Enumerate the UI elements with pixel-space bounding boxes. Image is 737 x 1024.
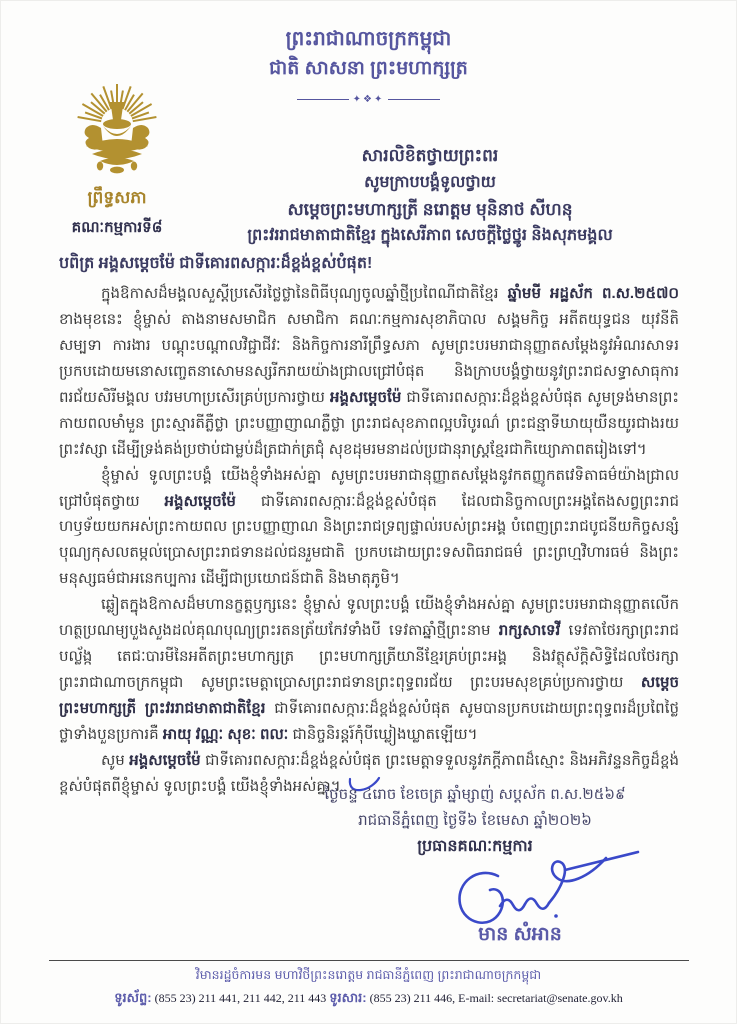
committee-number-label: គណៈកម្មការទី៨ (71, 219, 163, 236)
paragraph-text: ខាងមុខនេះ ខ្ញុំម្ចាស់ តាងនាមសមាជិក សមាជិកា គណៈកម្មការសុខាភិបាល សង្គមកិច្ច អតីតយុទ្ធជន យុវនីតិសម្បទា ការងារ បណ្ដុះបណ្ដាលវិជ្ជាជីវៈ និងកិច្ចការនារីព្រឹទ្ធសភា សូមព្រះបរមរាជានុញ្ញាតសម្ដែងនូវអំណរសាទរប្រកបដោយមនោសញ្ចេតនាសោមនស្សរីករាយយ៉ាងជ្រាលជ្រៅបំផុត និងក្រាបបង្គំថ្វាយនូវព្រះរាជសទ្ធាសាធុការពរជ័យសិរីមង្គល បវរមហាប្រសើរគ្រប់ប្រការថ្វាយ (59, 310, 679, 406)
paragraph-text: ជាទីគោរពសក្ការៈដ៏ខ្ពង់ខ្ពស់បំផុត ព្រះមេត្តាទទួលនូវភក្ដីភាពដ៏ស្មោះ និងអភិវន្ទនកិច្ចដ៏ខ្ពង់ខ្ពស់បំផុតពីខ្ញុំម្ចាស់ ទូលព្រះបង្គំ យើងខ្ញុំទាំងអស់គ្នា។ (59, 751, 679, 795)
letter-footer (0, 960, 737, 1009)
paragraph-text: ខ្ញុំម្ចាស់ ទូលព្រះបង្គំ យើងខ្ញុំទាំងអស់គ្នា សូមព្រះបរមរាជានុញ្ញាតសម្ដែងនូវកតញ្ញូកតវេទិតាធម៌យ៉ាងជ្រាលជ្រៅបំផុតថ្វាយ (59, 466, 679, 510)
nation-religion-king: ជាតិ សាសនា ព្រះមហាក្សត្រ (269, 58, 468, 79)
highlight-angel-name: រាក្សសាទេវី (498, 622, 561, 640)
paragraph-text: ជាទីគោរពសក្ការៈដ៏ខ្ពង់ខ្ពស់បំផុត សូមទ្រង់មានព្រះកាយពលមាំមួន ព្រះស្មារតីភ្លឺថ្លា ព្រះបញ្ញាញាណភ្លឺថ្លា ព្រះរាជសុខភាពល្អបរិបូរណ៌ ព្រះជន្មាទីឃាយុយឺនយូរជាងរយព្រះវស្សា ដើម្បីទ្រង់គង់ប្រថាប់ជាម្លប់ដ៏ត្រជាក់ត្រជុំ សុខដុមរមនាដល់ប្រជានុរាស្ត្រខ្មែរជាកិយ្យោភាពតរៀងទៅ។ (59, 388, 679, 458)
queen-name-line: សម្ដេចព្រះមហាក្សត្រី នរោត្ដម មុនិនាថ សីហនុ (287, 199, 573, 219)
telephone-label: ទូរស័ព្ទ: (114, 990, 152, 1005)
fax-number: (855 23) 211 446, (366, 991, 456, 1005)
telephone-numbers: (855 23) 211 441, 211 442, 211 443 (151, 991, 330, 1005)
letter-body (59, 281, 679, 800)
salutation-line: បពិត្រ អង្គសម្ដេចម៉ែ ជាទីគោរពសក្ការៈដ៏ខ្ពង់ខ្ពស់បំផុត! (59, 255, 373, 272)
paragraph-text: ក្នុងឱកាសដ៏មង្គលសួស្ដីប្រសើរថ្លៃថ្លានៃពិធីបុណ្យចូលឆ្នាំថ្មីប្រពៃណីជាតិខ្មែរ (101, 285, 508, 302)
senate-crest-icon (62, 62, 172, 180)
body-paragraph-3 (59, 592, 679, 748)
highlight-queen-mother: អង្គសម្ដេចម៉ែ (129, 751, 201, 769)
footer-contacts (0, 990, 737, 1009)
paragraph-text: ជាទីគោរពសក្ការៈដ៏ខ្ពង់ខ្ពស់បំផុត សូមបានប្រកបដោយព្រះពុទ្ធពរដ៏ប្រពៃថ្លៃថ្លាទាំងបួនប្រការគឺ (59, 700, 679, 743)
email-label: E-mail: (455, 991, 498, 1005)
divider-line-left (297, 99, 349, 100)
senate-label: ព្រឹទ្ធសភា (87, 188, 147, 207)
email-address: secretariat@senate.gov.kh (497, 991, 623, 1005)
paragraph-text: ជាទីគោរពសក្ការៈដ៏ខ្ពង់ខ្ពស់បំផុត ដែលជានិច្ចកាលព្រះអង្គតែងសព្វព្រះរាជហឫទ័យយកអស់ព្រះកាយពល ព្រះបញ្ញាញាណ និងព្រះរាជទ្រព្យផ្ទាល់របស់ព្រះអង្គ បំពេញព្រះរាជបូជនីយកិច្ចសន្សំបុណ្យកុសលតម្កល់ប្រោសព្រះរាជទានដល់ជនរួមជាតិ ប្រកបដោយព្រះទសពិធរាជធម៌ ព្រះព្រហ្មវិហារធម៌ និងព្រះមនុស្សធម៌ជាអនេកប្បការ ដើម្បីជាប្រយោជន៍ជាតិ និងមាតុភូមិ។ (59, 492, 679, 588)
highlight-queen-mother: អង្គសម្ដេចម៉ែ (329, 388, 402, 406)
body-paragraph-2 (59, 463, 679, 593)
paragraph-text: ជានិច្ចនិរន្តរ៍កុំបីឃ្លៀងឃ្លាតឡើយ។ (288, 725, 478, 743)
highlight-queen-mother: អង្គសម្ដេចម៉ែ (164, 492, 236, 510)
letter-title-block (170, 142, 690, 248)
queen-honorific-line: ព្រះវររាជមាតាជាតិខ្មែរ ក្នុងសេរីភាព សេចក្ដីថ្លៃថ្នូរ និងសុភមង្គល (247, 226, 613, 244)
highlight-four-blessings: អាយុ វណ្ណៈ សុខៈ ពលៈ (162, 725, 289, 743)
footer-address: វិមានរដ្ឋចំការមន មហាវិថីព្រះនរោត្តម រាជធានីភ្នំពេញ ព្រះរាជាណាចក្រកម្ពុជា (195, 968, 542, 982)
presenting-line: សូមក្រាបបង្គំទូលថ្វាយ (364, 174, 496, 192)
highlight-year: ឆ្នាំមមី អដ្ឋស័ក ព.ស.២៥៧០ (507, 285, 679, 302)
divider-line-right (388, 99, 440, 100)
signer-name: មាន សំអាន (478, 924, 562, 945)
gregorian-date-line: រាជធានីភ្នំពេញ ថ្ងៃទី៦ ខែមេសា ឆ្នាំ២០២៦ (358, 811, 592, 829)
paragraph-text: ទេវតាថែរក្សាព្រះរាជបល្ល័ង្ក តេជៈបារមីនៃអតីតព្រះមហាក្សត្រ ព្រះមហាក្សត្រីយានីខ្មែរគ្រប់ព្រះអង្គ និងវត្ថុស័ក្ដិសិទ្ធិដែលថែរក្សាព្រះរាជាណាចក្រកម្ពុជា សូមព្រះមេត្តាប្រោសព្រះរាជទានព្រះពុទ្ធពរជ័យ ព្រះបរមសុខគ្រប់ប្រការថ្វាយ (59, 622, 679, 692)
paragraph-text: ឆ្លៀតក្នុងឱកាសដ៏មហានក្ខត្តឫក្សនេះ ខ្ញុំម្ចាស់ ទូលព្រះបង្គំ យើងខ្ញុំទាំងអស់គ្នា សូមព្រះបរមរាជានុញ្ញាតលើកហត្ថប្រណម្យបួងសួងដល់គុណបុណ្យព្រះរតនត្រ័យកែវទាំងបី ទេវតាឆ្នាំថ្មីព្រះនាម (59, 596, 679, 640)
lunar-date-line: ថ្ងៃចន្ទ ៤រោច ខែចេត្រ ឆ្នាំម្សាញ់ សប្តស័ក ព.ស.២៥៦៩ (324, 786, 626, 803)
footer-divider (49, 960, 689, 961)
highlight-queen-title: សម្ដេចព្រះមហាក្សត្រី ព្រះវររាជមាតាជាតិខ្មែរ (59, 674, 679, 717)
signer-title: ប្រធានគណៈកម្មការ (417, 838, 533, 855)
letter-type-title: សារលិខិតថ្វាយព្រះពរ (361, 146, 499, 165)
body-paragraph-1 (59, 281, 679, 463)
kingdom-title: ព្រះរាជាណាចក្រកម្ពុជា (285, 28, 452, 50)
divider-ornament-icon: ✦❖✦ (352, 94, 385, 105)
paragraph-text: សូម (101, 751, 130, 769)
fax-label: ទូរសារ: (329, 990, 367, 1005)
